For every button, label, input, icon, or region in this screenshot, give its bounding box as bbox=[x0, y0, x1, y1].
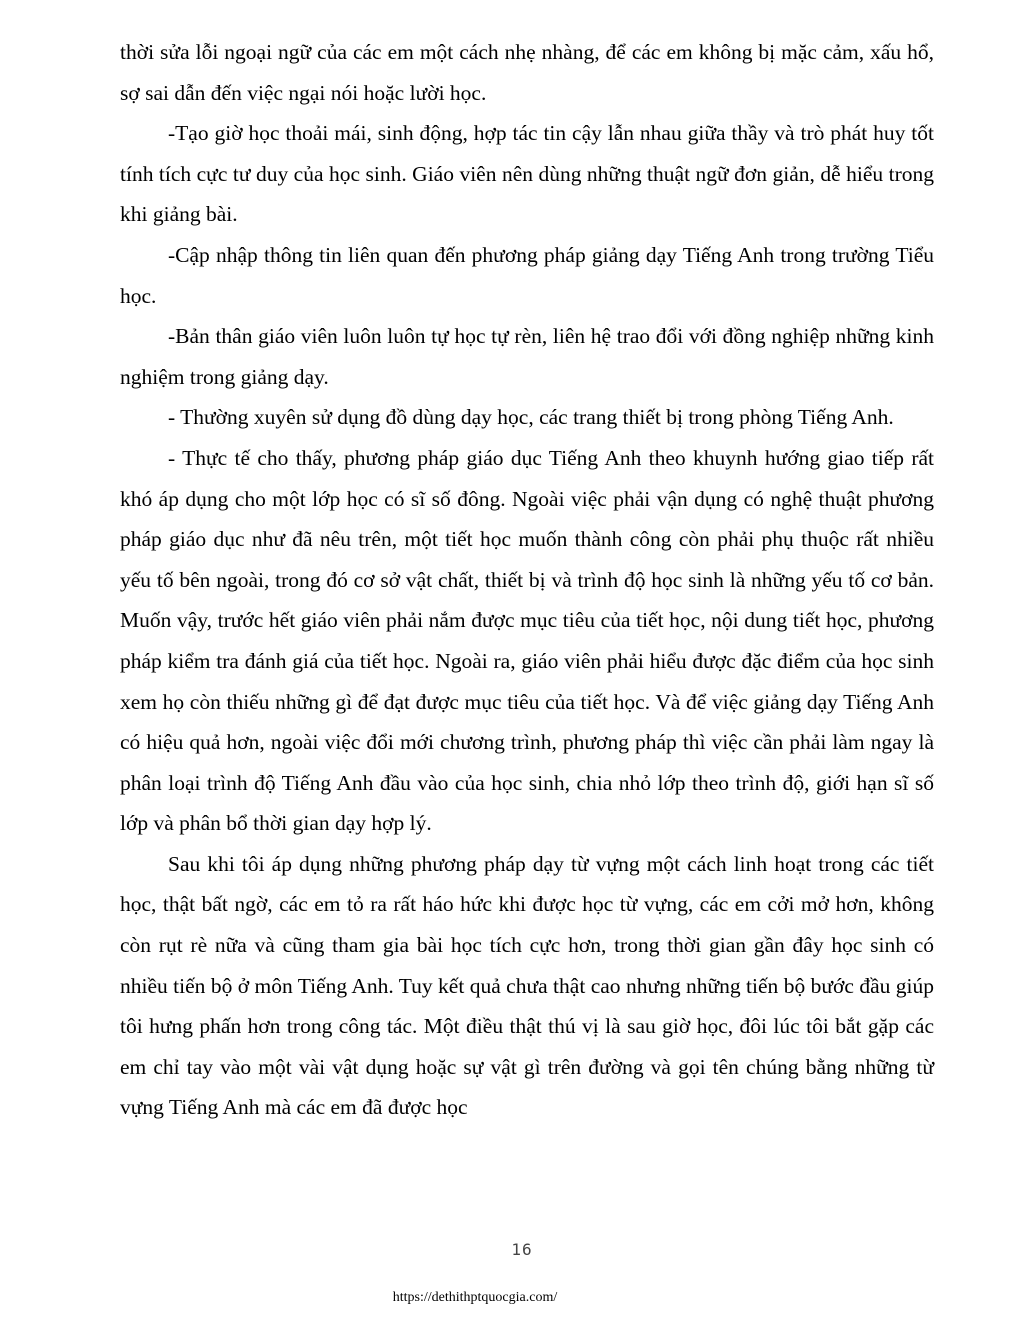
paragraph-teaching-aids: - Thường xuyên sử dụng đồ dùng dạy học, các trang thiết bị trong phòng Tiếng Anh. bbox=[168, 405, 894, 430]
document-body bbox=[120, 32, 934, 1128]
source-url-link[interactable]: https://dethithptquocgia.com/ bbox=[392, 1290, 558, 1305]
paragraph-update-methods: -Cập nhập thông tin liên quan đến phương pháp giảng dạy Tiếng Anh trong trường Tiểu học. bbox=[120, 242, 934, 308]
paragraph-classroom-atmosphere: -Tạo giờ học thoải mái, sinh động, hợp tác tin cậy lẫn nhau giữa thầy và trò phát huy tốt tính tích cực tư duy của học sinh. Giáo viên nên dùng những thuật ngữ đơn giản, dễ hiểu trong khi giảng bài. bbox=[120, 121, 934, 227]
paragraph-self-study: -Bản thân giáo viên luôn luôn tự học tự rèn, liên hệ trao đổi với đồng nghiệp những kinh nghiệm trong giảng dạy. bbox=[120, 324, 934, 389]
paragraph-results: Sau khi tôi áp dụng những phương pháp dạy từ vựng một cách linh hoạt trong các tiết học, thật bất ngờ, các em tỏ ra rất háo hức khi được học từ vựng, các em cởi mở hơn, không còn rụt rè nữa và cũng tham gia bài học tích cực hơn, trong thời gian gần đây học sinh có nhiều tiến bộ ở môn Tiếng Anh. Tuy kết quả chưa thật cao nhưng những tiến bộ bước đầu giúp tôi hưng phấn hơn trong công tác. Một điều thật thú vị là sau giờ học, đôi lúc tôi bắt gặp các em chỉ tay vào một vài vật dụng hoặc sự vật gì trên đường và gọi tên chúng bằng những từ vựng Tiếng Anh mà các em đã được học bbox=[120, 851, 934, 1120]
paragraph-continuation: thời sửa lỗi ngoại ngữ của các em một cách nhẹ nhàng, để các em không bị mặc cảm, xấu hổ, sợ sai dẫn đến việc ngại nói hoặc lười học. bbox=[120, 40, 934, 105]
page-number: 16 bbox=[511, 1240, 533, 1259]
paragraph-communicative-method: - Thực tế cho thấy, phương pháp giáo dục Tiếng Anh theo khuynh hướng giao tiếp rất khó áp dụng cho một lớp học có sĩ số đông. Ngoài việc phải vận dụng có nghệ thuật phương pháp giáo dục như đã nêu trên, một tiết học muốn thành công còn phải phụ thuộc rất nhiều yếu tố bên ngoài, trong đó cơ sở vật chất, thiết bị và trình độ học sinh là những yếu tố cơ bản. Muốn vậy, trước hết giáo viên phải nắm được mục tiêu của tiết học, nội dung tiết học, phương pháp kiểm tra đánh giá của tiết học. Ngoài ra, giáo viên phải hiểu được đặc điểm của học sinh xem họ còn thiếu những gì để đạt được mục tiêu của tiết học. Và để việc giảng dạy Tiếng Anh có hiệu quả hơn, ngoài việc đổi mới chương trình, phương pháp thì việc cần phải làm ngay là phân loại trình độ Tiếng Anh đầu vào của học sinh, chia nhỏ lớp theo trình độ, giới hạn sĩ số lớp và phân bổ thời gian dạy hợp lý. bbox=[120, 445, 934, 836]
